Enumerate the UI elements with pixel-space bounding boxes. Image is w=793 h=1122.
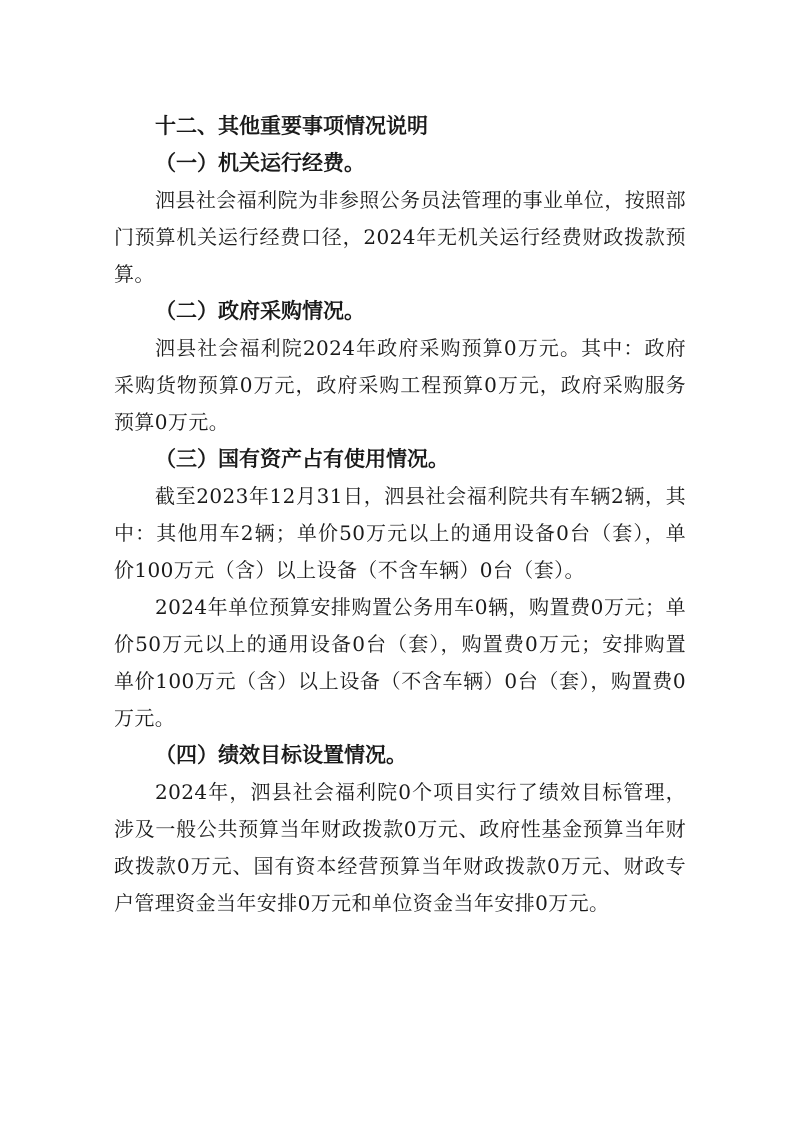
section-title: 十二、其他重要事项情况说明	[155, 114, 428, 138]
paragraph-state-assets-status: 截至2023年12月31日，泗县社会福利院共有车辆2辆，其中：其他用车2辆；单价50万元以上的通用设备0台（套），单价100万元（含）以上设备（不含车辆）0台（套）。	[114, 484, 686, 582]
subsection-heading-performance-targets: （四）绩效目标设置情况。	[155, 743, 407, 767]
subsection-heading-state-assets: （三）国有资产占有使用情况。	[155, 447, 449, 471]
subsection-heading-operating-costs: （一）机关运行经费。	[155, 151, 365, 175]
paragraph-state-assets-plan: 2024年单位预算安排购置公务用车0辆，购置费0万元；单价50万元以上的通用设备0台（套），购置费0万元；安排购置单价100万元（含）以上设备（不含车辆）0台（套），购置费0万元。	[114, 595, 686, 730]
paragraph-procurement: 泗县社会福利院2024年政府采购预算0万元。其中：政府采购货物预算0万元，政府采购工程预算0万元，政府采购服务预算0万元。	[114, 336, 686, 434]
paragraph-operating-costs: 泗县社会福利院为非参照公务员法管理的事业单位，按照部门预算机关运行经费口径，2024年无机关运行经费财政拨款预算。	[114, 188, 686, 286]
paragraph-performance-targets: 2024年，泗县社会福利院0个项目实行了绩效目标管理，涉及一般公共预算当年财政拨款0万元、政府性基金预算当年财政拨款0万元、国有资本经营预算当年财政拨款0万元、财政专户管理资金当年安排0万元和单位资金当年安排0万元。	[114, 780, 686, 915]
subsection-heading-procurement: （二）政府采购情况。	[155, 299, 365, 323]
document-body	[114, 108, 686, 922]
